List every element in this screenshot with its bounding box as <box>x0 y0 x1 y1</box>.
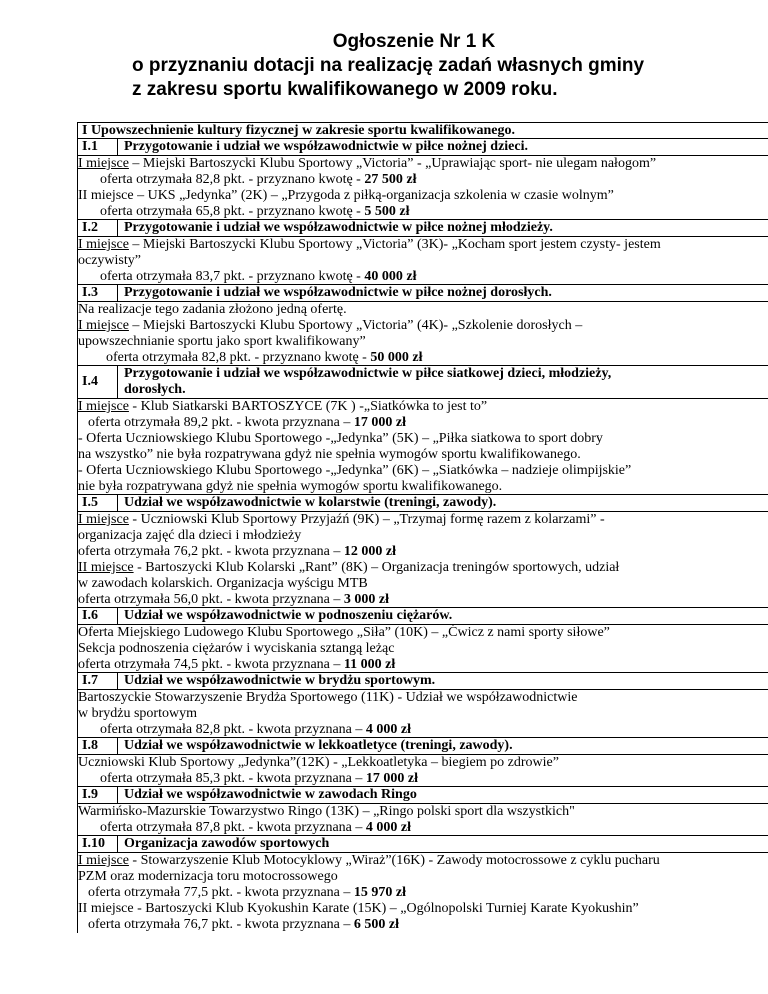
line-text: nie była rozpatrywana gdyż nie spełnia wymogów sportu kwalifikowanego. <box>78 479 503 494</box>
line-text: oferta otrzymała 82,8 pkt. - przyznano kwotę - <box>106 350 371 365</box>
granted-amount: 27 500 zł <box>364 172 417 187</box>
line-text: oferta otrzymała 87,8 pkt. - kwota przyznana – <box>100 820 366 835</box>
granted-amount: 50 000 zł <box>370 350 423 365</box>
section-header <box>78 494 768 512</box>
line-text: Uczniowski Klub Sportowy „Jedynka”(12K) - „Lekkoatletyka – biegiem po zdrowie” <box>78 755 559 770</box>
text-line <box>78 690 768 706</box>
line-text: oferta otrzymała 76,2 pkt. - kwota przyznana – <box>78 544 344 559</box>
chapter-heading: I Upowszechnienie kultury fizycznej w zakresie sportu kwalifikowanego. <box>78 123 768 139</box>
section-title: Przygotowanie i udział we współzawodnictwie w piłce nożnej dzieci. <box>124 139 529 154</box>
section-header <box>78 737 768 755</box>
line-text: II miejsce - Bartoszycki Klub Kyokushin Karate (15K) – „Ogólnopolski Turniej Karate Kyokushin” <box>78 901 639 916</box>
line-text: oferta otrzymała 76,7 pkt. - kwota przyznana – <box>88 917 354 932</box>
line-text: - Oferta Uczniowskiego Klubu Sportowego -„Jedynka” (6K) – „Siatkówka – nadzieje olimpijskie” <box>78 463 632 478</box>
text-line <box>78 447 768 463</box>
text-line <box>78 706 768 722</box>
line-text: oferta otrzymała 82,8 pkt. - kwota przyznana – <box>100 722 366 737</box>
text-line <box>78 237 768 253</box>
section-title <box>118 366 611 398</box>
text-line <box>78 302 768 318</box>
granted-amount: 5 500 zł <box>364 204 410 219</box>
text-line <box>78 641 768 657</box>
granted-amount: 17 000 zł <box>365 771 419 786</box>
text-line <box>78 463 768 479</box>
line-text: oferta otrzymała 74,5 pkt. - kwota przyznana – <box>78 657 344 672</box>
text-line <box>78 204 768 220</box>
line-text: – Miejski Bartoszycki Klubu Sportowy „Victoria” - „Uprawiając sport- nie ulegam nałogom” <box>128 156 657 171</box>
text-line <box>78 820 768 836</box>
line-text: na wszystko” nie była rozpatrywana gdyż nie spełnia wymogów sportu kwalifikowanego. <box>78 447 581 462</box>
line-text: oczywisty” <box>78 253 141 268</box>
section-header <box>78 284 768 302</box>
text-line <box>78 592 768 608</box>
text-line <box>78 415 768 431</box>
section-number: I.3 <box>78 285 118 301</box>
granted-amount: 17 000 zł <box>353 415 407 430</box>
text-line <box>78 431 768 447</box>
section-title: Organizacja zawodów sportowych <box>124 836 330 851</box>
text-line <box>78 625 768 641</box>
granted-amount: 4 000 zł <box>365 820 412 835</box>
line-text: Oferta Miejskiego Ludowego Klubu Sportowego „Siła” (10K) – „Ćwicz z nami sporty siłowe” <box>78 625 610 640</box>
line-text: oferta otrzymała 77,5 pkt. - kwota przyznana – <box>88 885 354 900</box>
section-header <box>78 219 768 237</box>
text-line <box>78 334 768 350</box>
place-label: II miejsce <box>78 560 134 575</box>
section-number: I.7 <box>78 673 118 689</box>
text-line <box>78 253 768 269</box>
line-text: oferta otrzymała 56,0 pkt. - kwota przyznana – <box>78 592 344 607</box>
place-label: I miejsce <box>78 156 129 171</box>
text-line <box>78 560 768 576</box>
line-text: - Oferta Uczniowskiego Klubu Sportowego -„Jedynka” (5K) – „Piłka siatkowa to sport dobry <box>78 431 603 446</box>
line-text: Na realizacje tego zadania złożono jedną ofertę. <box>78 302 347 317</box>
granted-amount: 4 000 zł <box>365 722 412 737</box>
section-header <box>78 138 768 156</box>
section-header <box>78 607 768 625</box>
granted-amount: 6 500 zł <box>353 917 400 932</box>
section-title-line: dorosłych. <box>124 382 186 397</box>
text-line <box>78 722 768 738</box>
section-header <box>78 365 768 399</box>
text-line <box>78 853 768 869</box>
title-line-2: o przyznaniu dotacji na realizację zadań własnych gminy <box>132 55 645 76</box>
section-number: I.4 <box>78 366 118 398</box>
text-line <box>78 399 768 415</box>
section-number: I.9 <box>78 787 118 803</box>
section-number: I.1 <box>78 139 118 155</box>
line-text: PZM oraz modernizacja toru motocrossowego <box>78 869 338 884</box>
text-line <box>78 528 768 544</box>
line-text: w brydżu sportowym <box>78 706 197 721</box>
text-line <box>78 885 768 901</box>
section-number: I.10 <box>78 836 118 852</box>
granted-amount: 40 000 zł <box>364 269 417 284</box>
title-line-3: z zakresu sportu kwalifikowanego w 2009 roku. <box>132 79 558 100</box>
text-line <box>78 576 768 592</box>
document-title <box>0 30 768 102</box>
line-text: Warmińsko-Mazurskie Towarzystwo Ringo (13K) – „Ringo polski sport dla wszystkich" <box>78 804 575 819</box>
section-number: I.8 <box>78 738 118 754</box>
text-line <box>78 657 768 673</box>
text-line <box>78 755 768 771</box>
line-text: Sekcja podnoszenia ciężarów i wyciskania sztangą leżąc <box>78 641 395 656</box>
text-line <box>78 804 768 820</box>
title-line-1: Ogłoszenie Nr 1 K <box>332 31 496 52</box>
text-line <box>78 156 768 172</box>
section-title: Udział we współzawodnictwie w podnoszeniu ciężarów. <box>124 608 453 623</box>
section-number: I.2 <box>78 220 118 236</box>
line-text: oferta otrzymała 65,8 pkt. - przyznano kwotę - <box>100 204 365 219</box>
line-text: upowszechnianie sportu jako sport kwalifikowany” <box>78 334 366 349</box>
granted-amount: 12 000 zł <box>343 544 397 559</box>
place-label: I miejsce <box>78 237 129 252</box>
text-line <box>78 479 768 495</box>
text-line <box>78 350 768 366</box>
line-text: organizacja zajęć dla dzieci i młodzieży <box>78 528 302 543</box>
line-text: oferta otrzymała 89,2 pkt. - kwota przyznana – <box>88 415 354 430</box>
text-line <box>78 172 768 188</box>
text-line <box>78 917 768 933</box>
section-title: Udział we współzawodnictwie w lekkoatletyce (treningi, zawody). <box>124 738 513 753</box>
text-line <box>78 901 768 917</box>
section-number: I.5 <box>78 495 118 511</box>
place-label: I miejsce <box>78 853 129 868</box>
granted-amount: 11 000 zł <box>343 657 396 672</box>
section-title: Przygotowanie i udział we współzawodnictwie w piłce nożnej dorosłych. <box>124 285 552 300</box>
place-label: I miejsce <box>78 399 129 414</box>
line-text: II miejsce – UKS „Jedynka” (2K) – „Przygoda z piłką-organizacja szkolenia w czasie wolnym” <box>78 188 614 203</box>
granted-amount: 3 000 zł <box>343 592 390 607</box>
section-title: Udział we współzawodnictwie w brydżu sportowym. <box>124 673 436 688</box>
text-line <box>78 188 768 204</box>
granted-amount: 15 970 zł <box>353 885 407 900</box>
section-header <box>78 786 768 804</box>
section-header <box>78 835 768 853</box>
place-label: I miejsce <box>78 512 129 527</box>
line-text: oferta otrzymała 85,3 pkt. - kwota przyznana – <box>100 771 366 786</box>
section-number: I.6 <box>78 608 118 624</box>
line-text: w zawodach kolarskich. Organizacja wyścigu MTB <box>78 576 368 591</box>
announcement-body <box>77 122 768 933</box>
text-line <box>78 771 768 787</box>
text-line <box>78 869 768 885</box>
line-text: - Uczniowski Klub Sportowy Przyjaźń (9K) – „Trzymaj formę razem z kolarzami” - <box>128 512 605 527</box>
line-text: – Miejski Bartoszycki Klubu Sportowy „Victoria” (3K)- „Kocham sport jestem czysty- jestem <box>128 237 661 252</box>
line-text: - Klub Siatkarski BARTOSZYCE (7K ) -„Siatkówka to jest to” <box>128 399 488 414</box>
line-text: Bartoszyckie Stowarzyszenie Brydża Sportowego (11K) - Udział we współzawodnictwie <box>78 690 578 705</box>
section-title: Udział we współzawodnictwie w zawodach Ringo <box>124 787 417 802</box>
line-text: - Stowarzyszenie Klub Motocyklowy „Wiraż”(16K) - Zawody motocrossowe z cyklu pucharu <box>128 853 660 868</box>
text-line <box>78 544 768 560</box>
line-text: oferta otrzymała 83,7 pkt. - przyznano kwotę - <box>100 269 365 284</box>
place-label: I miejsce <box>78 318 129 333</box>
text-line <box>78 269 768 285</box>
text-line <box>78 512 768 528</box>
line-text: - Bartoszycki Klub Kolarski „Rant” (8K) – Organizacja treningów sportowych, udział <box>133 560 620 575</box>
text-line <box>78 318 768 334</box>
line-text: oferta otrzymała 82,8 pkt. - przyznano kwotę - <box>100 172 365 187</box>
section-title: Udział we współzawodnictwie w kolarstwie (treningi, zawody). <box>124 495 497 510</box>
section-title: Przygotowanie i udział we współzawodnictwie w piłce nożnej młodzieży. <box>124 220 553 235</box>
section-title-line: Przygotowanie i udział we współzawodnictwie w piłce siatkowej dzieci, młodzieży, <box>124 366 612 381</box>
line-text: – Miejski Bartoszycki Klubu Sportowy „Victoria” (4K)- „Szkolenie dorosłych – <box>128 318 583 333</box>
section-header <box>78 672 768 690</box>
